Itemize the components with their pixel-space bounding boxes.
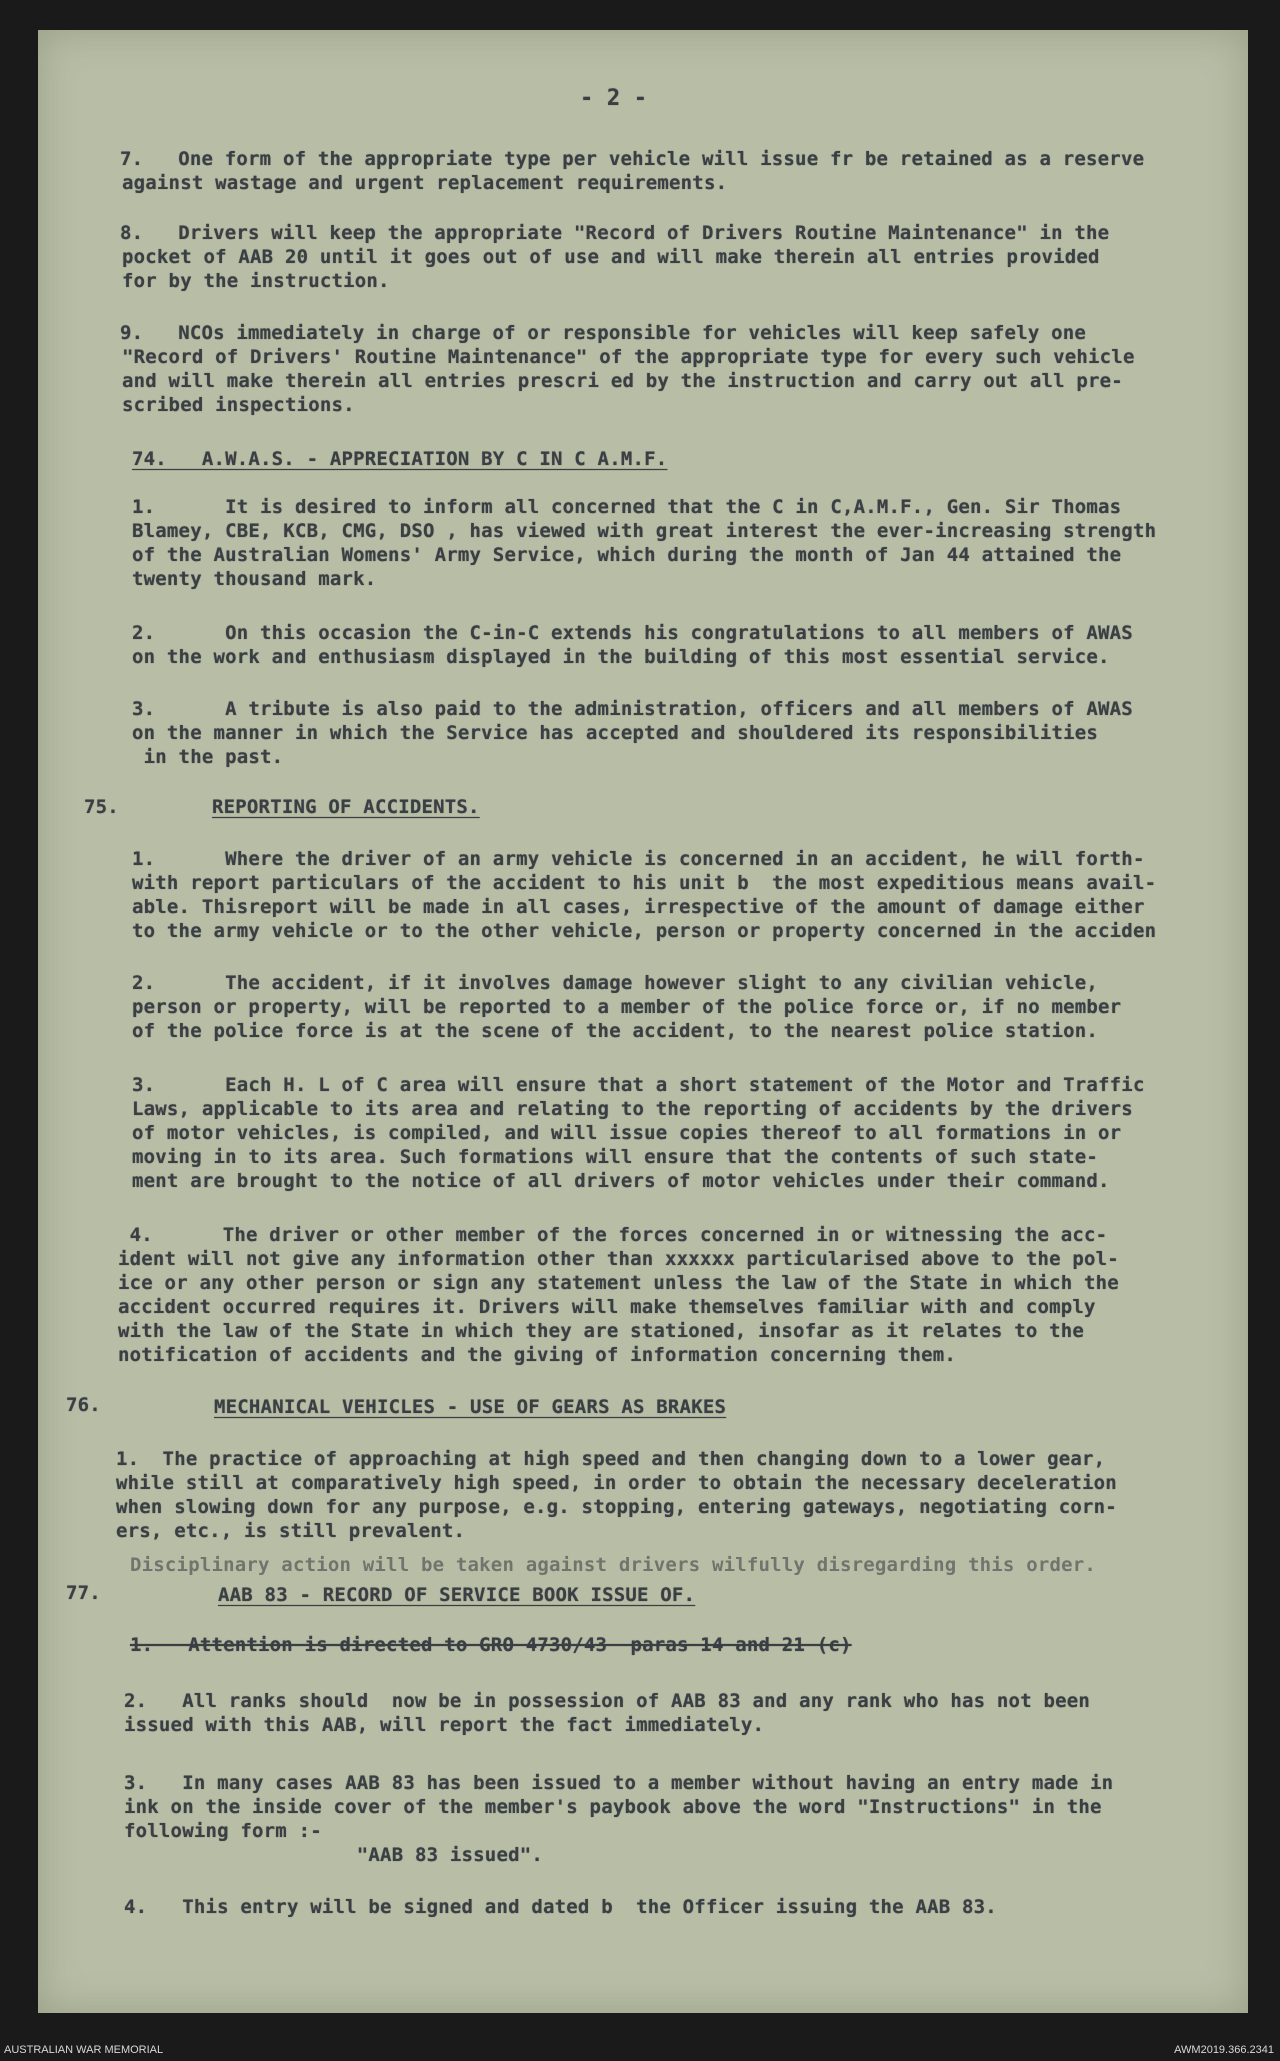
para7-line-1: 7. One form of the appropriate type per vehicle will issue fr be retained as a reserve xyxy=(120,148,1145,170)
footer-credit: AUSTRALIAN WAR MEMORIAL xyxy=(4,2044,164,2056)
para8-line-3: for by the instruction. xyxy=(122,270,390,292)
sec75-p2-line-2: person or property, will be reported to a member of the police force or, if no member xyxy=(132,996,1122,1018)
section-75-number: 75. xyxy=(84,796,119,818)
para9-line-4: scribed inspections. xyxy=(122,394,355,416)
sec75-p2-line-1: 2. The accident, if it involves damage however slight to any civilian vehicle, xyxy=(132,972,1099,994)
sec75-p3-line-2: Laws, applicable to its area and relating to the reporting of accidents by the drivers xyxy=(132,1098,1133,1120)
sec74-p3-line-3: in the past. xyxy=(132,746,284,768)
sec77-p3-line-4: "AAB 83 issued". xyxy=(124,1844,544,1866)
para9-line-1: 9. NCOs immediately in charge of or responsible for vehicles will keep safely one xyxy=(120,322,1087,344)
sec76-p1-line-4: ers, etc., is still prevalent. xyxy=(116,1520,466,1542)
sec74-p1-line-2: Blamey, CBE, KCB, CMG, DSO , has viewed with great interest the ever-increasing strength xyxy=(132,520,1157,542)
sec75-p3-line-3: of motor vehicles, is compiled, and will issue copies thereof to all formations in or xyxy=(132,1122,1122,1144)
sec74-p1-line-1: 1. It is desired to inform all concerned that the C in C,A.M.F., Gen. Sir Thomas xyxy=(132,496,1122,518)
sec76-p2: Disciplinary action will be taken against drivers wilfully disregarding this order. xyxy=(130,1554,1097,1576)
sec75-p1-line-2: with report particulars of the accident to his unit b the most expeditious means avail- xyxy=(132,872,1157,894)
footer-accession-number: AWM2019.366.2341 xyxy=(1174,2044,1274,2056)
para8-line-1: 8. Drivers will keep the appropriate "Record of Drivers Routine Maintenance" in the xyxy=(120,222,1110,244)
sec77-p3-line-2: ink on the inside cover of the member's paybook above the word "Instructions" in the xyxy=(124,1796,1102,1818)
section-75-heading: REPORTING OF ACCIDENTS. xyxy=(212,796,480,818)
sec75-p4-line-3: ice or any other person or sign any statement unless the law of the State in which the xyxy=(118,1272,1119,1294)
sec75-p3-line-1: 3. Each H. L of C area will ensure that a short statement of the Motor and Traffic xyxy=(132,1074,1145,1096)
section-77-heading: AAB 83 - RECORD OF SERVICE BOOK ISSUE OF. xyxy=(218,1584,696,1606)
sec74-p1-line-4: twenty thousand mark. xyxy=(132,568,377,590)
sec75-p1-line-1: 1. Where the driver of an army vehicle is concerned in an accident, he will forth- xyxy=(132,848,1145,870)
sec75-p3-line-4: moving in to its area. Such formations will ensure that the contents of such state- xyxy=(132,1146,1099,1168)
sec75-p4-line-4: accident occurred requires it. Drivers will make themselves familiar with and comply xyxy=(118,1296,1096,1318)
section-76-heading: MECHANICAL VEHICLES - USE OF GEARS AS BRAKES xyxy=(214,1396,727,1418)
sec76-p1-line-2: while still at comparatively high speed, in order to obtain the necessary deceleration xyxy=(116,1472,1117,1494)
sec75-p1-line-3: able. Thisreport will be made in all cases, irrespective of the amount of damage either xyxy=(132,896,1145,918)
para7-line-2: against wastage and urgent replacement requirements. xyxy=(122,172,728,194)
sec74-p2-line-1: 2. On this occasion the C-in-C extends his congratulations to all members of AWAS xyxy=(132,622,1133,644)
sec76-p1-line-1: 1. The practice of approaching at high speed and then changing down to a lower gear, xyxy=(116,1448,1106,1470)
sec74-p1-line-3: of the Australian Womens' Army Service, which during the month of Jan 44 attained the xyxy=(132,544,1122,566)
section-76-number: 76. xyxy=(66,1394,101,1416)
sec77-p2-line-2: issued with this AAB, will report the fact immediately. xyxy=(124,1714,765,1736)
section-74-heading: 74. A.W.A.S. - APPRECIATION BY C IN C A.M.F. xyxy=(132,448,668,470)
sec75-p4-line-2: ident will not give any information other than xxxxxx particularised above to the pol- xyxy=(118,1248,1119,1270)
sec76-p1-line-3: when slowing down for any purpose, e.g. stopping, entering gateways, negotiating corn- xyxy=(116,1496,1117,1518)
sec77-p3-line-1: 3. In many cases AAB 83 has been issued to a member without having an entry made in xyxy=(124,1772,1114,1794)
sec77-p2-line-1: 2. All ranks should now be in possession of AAB 83 and any rank who has not been xyxy=(124,1690,1091,1712)
sec77-p1: 1. Attention is directed to GRO 4730/43 paras 14 and 21 (c) xyxy=(130,1634,852,1656)
sec75-p4-line-5: with the law of the State in which they are stationed, insofar as it relates to the xyxy=(118,1320,1085,1342)
page-number: - 2 - xyxy=(580,86,648,111)
para9-line-3: and will make therein all entries prescri ed by the instruction and carry out all pre- xyxy=(122,370,1123,392)
para9-line-2: "Record of Drivers' Routine Maintenance" of the appropriate type for every such vehicle xyxy=(122,346,1135,368)
sec75-p3-line-5: ment are brought to the notice of all drivers of motor vehicles under their command. xyxy=(132,1170,1110,1192)
sec77-p3-line-3: following form :- xyxy=(124,1820,322,1842)
para8-line-2: pocket of AAB 20 until it goes out of use and will make therein all entries provided xyxy=(122,246,1100,268)
sec75-p4-line-6: notification of accidents and the giving of information concerning them. xyxy=(118,1344,957,1366)
sec74-p3-line-1: 3. A tribute is also paid to the administration, officers and all members of AWAS xyxy=(132,698,1133,720)
sec75-p2-line-3: of the police force is at the scene of the accident, to the nearest police station. xyxy=(132,1020,1099,1042)
sec75-p4-line-1: 4. The driver or other member of the forces concerned in or witnessing the acc- xyxy=(118,1224,1108,1246)
sec77-p4: 4. This entry will be signed and dated b the Officer issuing the AAB 83. xyxy=(124,1896,997,1918)
sec74-p3-line-2: on the manner in which the Service has accepted and shouldered its responsibilities xyxy=(132,722,1099,744)
sec74-p2-line-2: on the work and enthusiasm displayed in the building of this most essential service. xyxy=(132,646,1110,668)
sec75-p1-line-4: to the army vehicle or to the other vehicle, person or property concerned in the acciden xyxy=(132,920,1157,942)
section-77-number: 77. xyxy=(66,1582,101,1604)
